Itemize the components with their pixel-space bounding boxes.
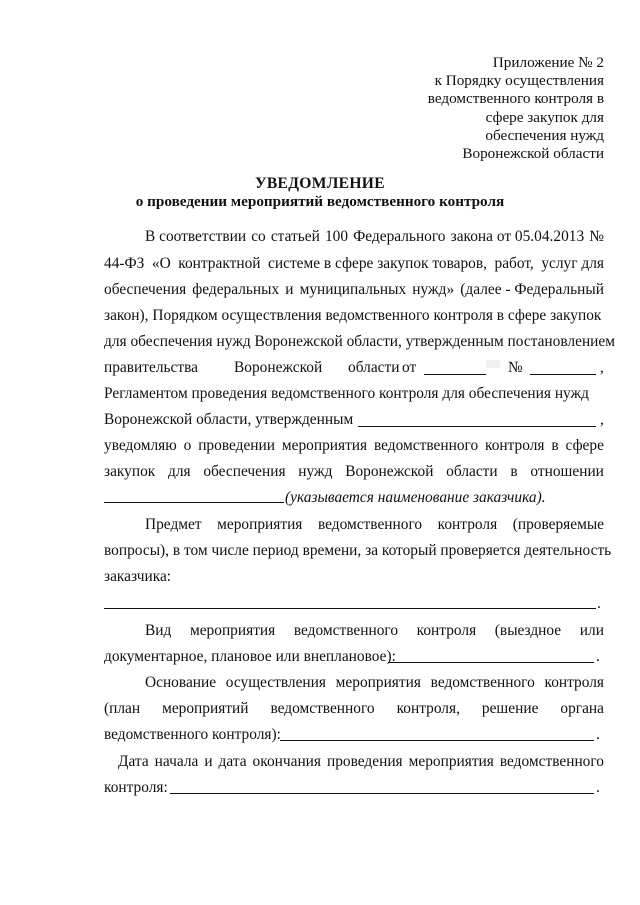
word: муниципальных <box>299 281 407 298</box>
dates-label: контроля: <box>104 779 168 796</box>
comma: , <box>600 411 604 428</box>
word: ведомственного <box>270 700 375 717</box>
word: (выездное <box>494 622 562 639</box>
word: контроля, <box>396 700 460 717</box>
paragraph-line <box>145 515 604 535</box>
scan-smudge <box>486 360 500 368</box>
type-blank[interactable] <box>388 662 594 663</box>
customer-hint: (указывается наименование заказчика). <box>285 489 546 506</box>
word: нужд <box>298 463 333 480</box>
number-blank[interactable] <box>530 374 596 375</box>
paragraph-line <box>145 621 604 641</box>
word: контрактной <box>178 255 261 272</box>
word: правительства <box>104 359 198 376</box>
period: . <box>596 648 600 665</box>
word: услуг для <box>541 255 604 272</box>
paragraph-line <box>145 227 604 247</box>
word: и <box>285 281 294 298</box>
word: решение <box>481 700 539 717</box>
word: закона от 05.04.2013 <box>450 228 585 245</box>
paragraph-line <box>104 436 604 456</box>
word: мероприятия <box>281 437 368 454</box>
word: обеспечения <box>104 281 187 298</box>
word: мероприятия <box>217 516 303 533</box>
paragraph-line <box>285 488 605 508</box>
word: Воронежской <box>234 359 323 376</box>
word: в <box>551 437 559 454</box>
word: федеральных <box>192 281 280 298</box>
word: Вид <box>145 622 172 639</box>
appendix-line: ведомственного контроля в <box>427 90 604 108</box>
paragraph-line <box>104 358 604 378</box>
word: о <box>183 437 192 454</box>
type-label: документарное, плановое или внеплановое): <box>104 648 396 665</box>
word: для <box>168 463 191 480</box>
word: статьей <box>270 228 320 245</box>
paragraph-line: Основание осуществления мероприятия ведомственного контроля <box>145 674 604 691</box>
paragraph-line <box>104 410 604 430</box>
number-sign: № <box>508 359 523 376</box>
word: сфере <box>565 437 604 454</box>
paragraph-line: для обеспечения нужд Воронежской области, утвержденным постановлением <box>104 333 615 350</box>
word: отношении <box>530 463 604 480</box>
word: «О <box>151 255 171 272</box>
word: № <box>589 228 604 245</box>
document-title: УВЕДОМЛЕНИЕ <box>255 175 385 192</box>
appendix-header <box>428 54 604 163</box>
appendix-line: обеспечения нужд <box>485 126 604 144</box>
word: ведомственного <box>317 516 423 533</box>
paragraph-line: закон), Порядком осуществления ведомственного контроля в сфере закупок <box>104 307 602 324</box>
paragraph-line: заказчика: <box>104 568 172 585</box>
word: системе в сфере закупок товаров, <box>268 255 487 272</box>
word: (проверяемые <box>512 516 604 533</box>
paragraph-line: вопросы), в том числе период времени, за который проверяется деятельность <box>104 542 612 559</box>
paragraph-line <box>104 725 604 745</box>
word: проведении <box>198 437 275 454</box>
word: нужд» <box>412 281 455 298</box>
paragraph-line: Дата начала и дата окончания проведения мероприятия ведомственного <box>118 753 604 770</box>
basis-blank[interactable] <box>280 740 594 741</box>
paragraph-line <box>104 647 604 667</box>
period: . <box>596 726 600 743</box>
word: контроля <box>485 437 545 454</box>
word: мероприятий <box>162 700 249 717</box>
customer-name-blank[interactable] <box>104 502 284 503</box>
period: . <box>597 595 601 612</box>
word: мероприятия <box>189 622 276 639</box>
paragraph-line <box>104 280 604 300</box>
word: (далее - Федеральный <box>460 281 604 298</box>
word: Предмет <box>145 516 202 533</box>
word: Воронежской <box>345 463 434 480</box>
document-subtitle: о проведении мероприятий ведомственного контроля <box>135 193 505 210</box>
approved-by-blank[interactable] <box>358 426 596 427</box>
date-blank[interactable] <box>424 374 486 375</box>
appendix-line: Воронежской области <box>462 145 604 163</box>
comma: , <box>600 359 604 376</box>
word: органа <box>560 700 604 717</box>
approved-by-label: Воронежской области, утвержденным <box>104 411 354 428</box>
word: обеспечения <box>203 463 286 480</box>
word: контроля <box>416 622 477 639</box>
word: области <box>348 359 400 376</box>
paragraph-line <box>104 778 604 798</box>
appendix-line: Приложение № 2 <box>492 54 604 71</box>
paragraph-line <box>104 254 604 274</box>
word: 100 <box>324 228 349 245</box>
paragraph-line: Регламентом проведения ведомственного контроля для обеспечения нужд <box>104 385 590 402</box>
word: со <box>251 228 266 245</box>
word: В соответствии <box>145 228 247 245</box>
word: или <box>579 622 604 639</box>
word: ведомственного <box>293 622 399 639</box>
word: в <box>510 463 518 480</box>
word: работ, <box>494 255 534 272</box>
basis-label: ведомственного контроля): <box>104 726 281 743</box>
word: (план <box>104 700 141 717</box>
appendix-line: сфере закупок для <box>485 108 604 126</box>
word: закупок <box>104 463 156 480</box>
word: уведомляю <box>104 437 177 454</box>
word: области <box>446 463 498 480</box>
word: ведомственного <box>374 437 479 454</box>
word: 44-ФЗ <box>104 255 145 272</box>
appendix-line: к Порядку осуществления <box>434 72 604 90</box>
word: от <box>402 359 417 376</box>
paragraph-line <box>104 462 604 482</box>
paragraph-line <box>104 699 604 719</box>
subject-blank[interactable] <box>104 608 596 609</box>
dates-blank[interactable] <box>170 793 594 794</box>
word: Федерального <box>353 228 446 245</box>
word: контроля <box>437 516 498 533</box>
period: . <box>596 779 600 796</box>
